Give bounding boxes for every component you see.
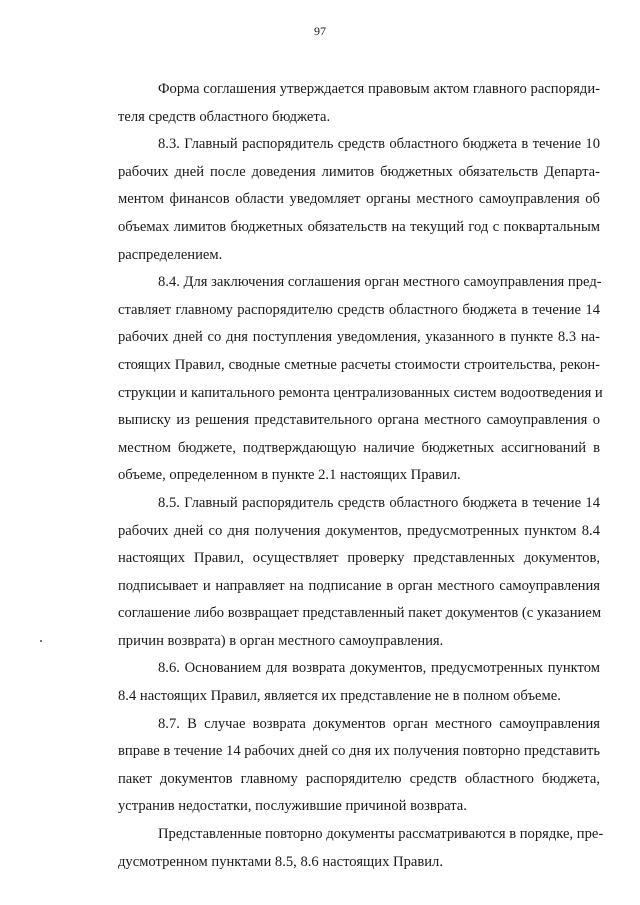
- paragraph-line: 8.4 настоящих Правил, является их представление не в полном объеме.: [118, 688, 561, 705]
- paragraph-line: теля средств областного бюджета.: [118, 108, 331, 125]
- paragraph-line: стоящих Правил, сводные сметные расчеты стоимости строительства, рекон-: [118, 356, 600, 373]
- paragraph-line: 8.6. Основанием для возврата документов, предусмотренных пунктом: [158, 660, 600, 677]
- paragraph-line: настоящих Правил, осуществляет проверку представленных документов,: [118, 550, 600, 567]
- paragraph-line: ментом финансов области уведомляет органы местного самоуправления об: [118, 191, 600, 208]
- page-number: 97: [314, 24, 326, 38]
- paragraph-line: объемах лимитов бюджетных обязательств на текущий год с поквартальным: [118, 218, 600, 235]
- paragraph-line: 8.5. Главный распорядитель средств областного бюджета в течение 14: [158, 494, 600, 511]
- paragraph-line: распределением.: [118, 246, 223, 263]
- paragraph-line: ставляет главному распорядителю средств областного бюджета в течение 14: [118, 301, 600, 318]
- paragraph-line: Форма соглашения утверждается правовым актом главного распоряди-: [158, 81, 600, 97]
- paragraph-line: 8.4. Для заключения соглашения орган местного самоуправления пред-: [158, 274, 602, 291]
- paragraph-8-4: [118, 269, 603, 490]
- paragraph-8-6: [118, 655, 600, 710]
- paragraph-line: соглашение либо возвращает представленный пакет документов (с указанием: [118, 605, 602, 622]
- paragraph-8-5: [118, 490, 600, 656]
- paragraph-line: 8.7. В случае возврата документов орган местного самоуправления: [158, 715, 600, 732]
- paragraph-line: струкции и капитального ремонта централизованных систем водоотведения и: [118, 384, 603, 401]
- paragraph-line: устранив недостатки, послужившие причиной возврата.: [118, 798, 467, 815]
- paragraph-form-approval: [118, 76, 600, 131]
- paragraph-line: местном бюджете, подтверждающую наличие бюджетных ассигнований в: [118, 439, 600, 456]
- paragraph-line: вправе в течение 14 рабочих дней со дня их получения повторно представить: [118, 743, 600, 760]
- paragraph-line: дусмотренном пунктами 8.5, 8.6 настоящих Правил.: [118, 853, 443, 870]
- paragraph-line: рабочих дней со дня поступления уведомления, указанного в пункте 8.3 на-: [118, 329, 600, 346]
- paragraph-8-3: [118, 131, 600, 269]
- paragraph-resubmission: [118, 821, 604, 876]
- paragraph-line: 8.3. Главный распорядитель средств областного бюджета в течение 10: [158, 136, 600, 153]
- paragraph-line: рабочих дней после доведения лимитов бюджетных обязательств Департа-: [118, 163, 600, 180]
- paragraph-line: выписку из решения представительного органа местного самоуправления о: [118, 412, 600, 429]
- paragraph-line: подписывает и направляет на подписание в орган местного самоуправления: [118, 577, 600, 594]
- paragraph-line: рабочих дней со дня получения документов, предусмотренных пунктом 8.4: [118, 522, 600, 539]
- paragraph-line: Представленные повторно документы рассматриваются в порядке, пре-: [158, 826, 604, 843]
- paragraph-line: объеме, определенном в пункте 2.1 настоящих Правил.: [118, 467, 461, 484]
- margin-dot: [40, 640, 42, 642]
- paragraph-line: причин возврата) в орган местного самоуправления.: [118, 632, 444, 649]
- paragraph-8-7: [118, 711, 600, 821]
- paragraph-line: пакет документов главному распорядителю средств областного бюджета,: [118, 770, 600, 787]
- document-body: [118, 76, 604, 876]
